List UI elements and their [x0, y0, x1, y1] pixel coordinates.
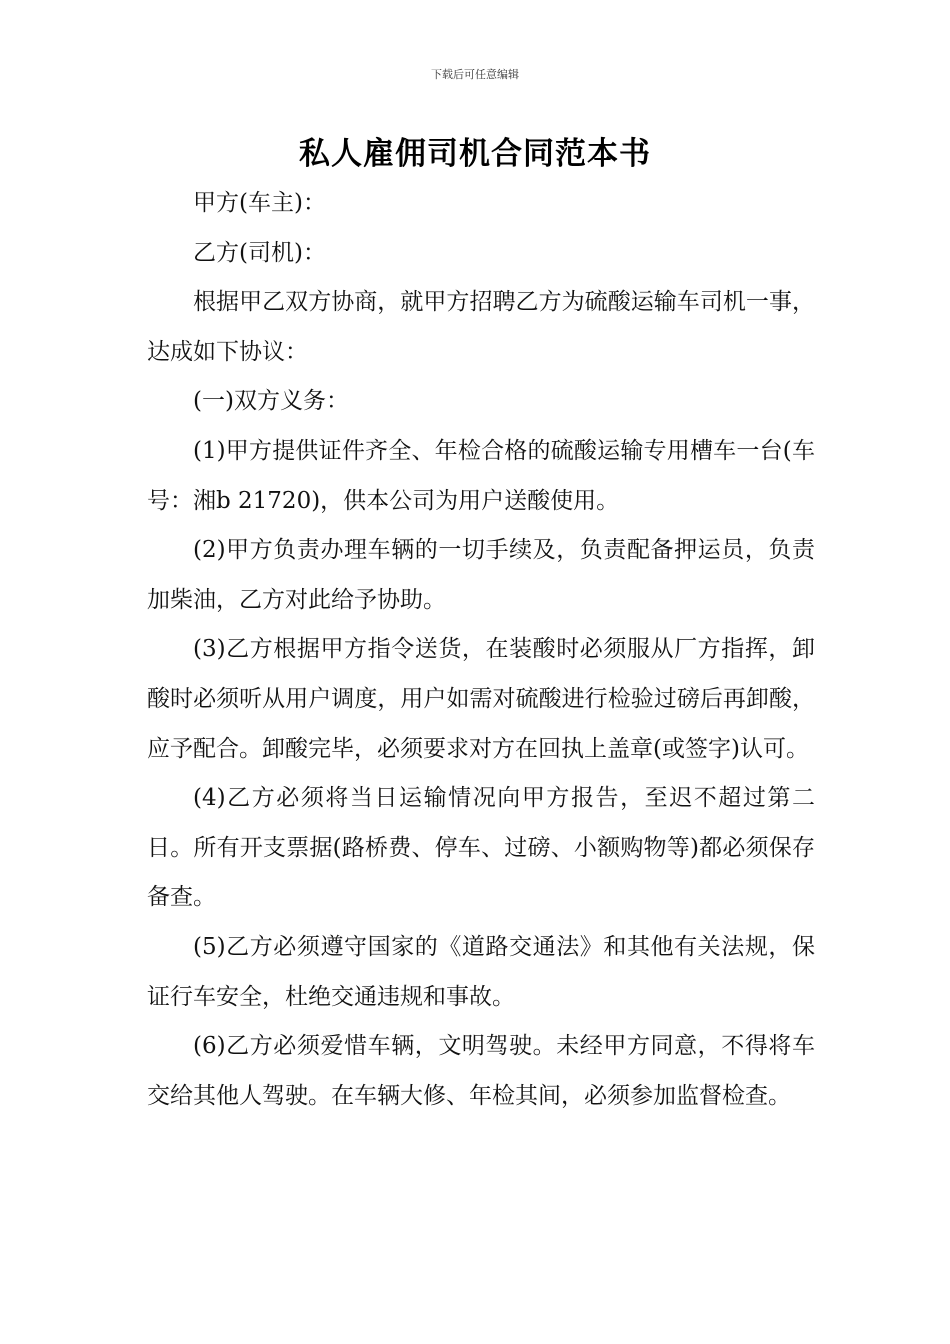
- clause-6: (6)乙方必须爱惜车辆，文明驾驶。未经甲方同意，不得将车交给其他人驾驶。在车辆大修、年检其间，必须参加监督检查。: [147, 1033, 815, 1109]
- clause-3: (3)乙方根据甲方指令送货，在装酸时必须服从厂方指挥，卸酸时必须听从用户调度，用户如需对硫酸进行检验过磅后再卸酸，应予配合。卸酸完毕，必须要求对方在回执上盖章(或签字)认可。: [147, 636, 815, 762]
- clause-1: (1)甲方提供证件齐全、年检合格的硫酸运输专用槽车一台(车号：湘b 21720)，供本公司为用户送酸使用。: [147, 437, 815, 514]
- document-title: 私人雇佣司机合同范本书: [299, 136, 651, 172]
- clause-2: (2)甲方负责办理车辆的一切手续及，负责配备押运员，负责加柴油，乙方对此给予协助。: [147, 537, 815, 613]
- document-body: [147, 179, 815, 1121]
- header-note: 下载后可任意编辑: [431, 68, 519, 81]
- clause-4: (4)乙方必须将当日运输情况向甲方报告，至迟不超过第二日。所有开支票据(路桥费、停车、过磅、小额购物等)都必须保存备查。: [147, 785, 815, 911]
- preamble-paragraph: 根据甲乙双方协商，就甲方招聘乙方为硫酸运输车司机一事，达成如下协议：: [147, 289, 815, 365]
- party-a-line: 甲方(车主)：: [193, 190, 326, 216]
- party-b-line: 乙方(司机)：: [193, 239, 326, 266]
- clause-5: (5)乙方必须遵守国家的《道路交通法》和其他有关法规，保证行车安全，杜绝交通违规和事故。: [147, 933, 815, 1010]
- section-heading: (一)双方义务：: [193, 388, 349, 415]
